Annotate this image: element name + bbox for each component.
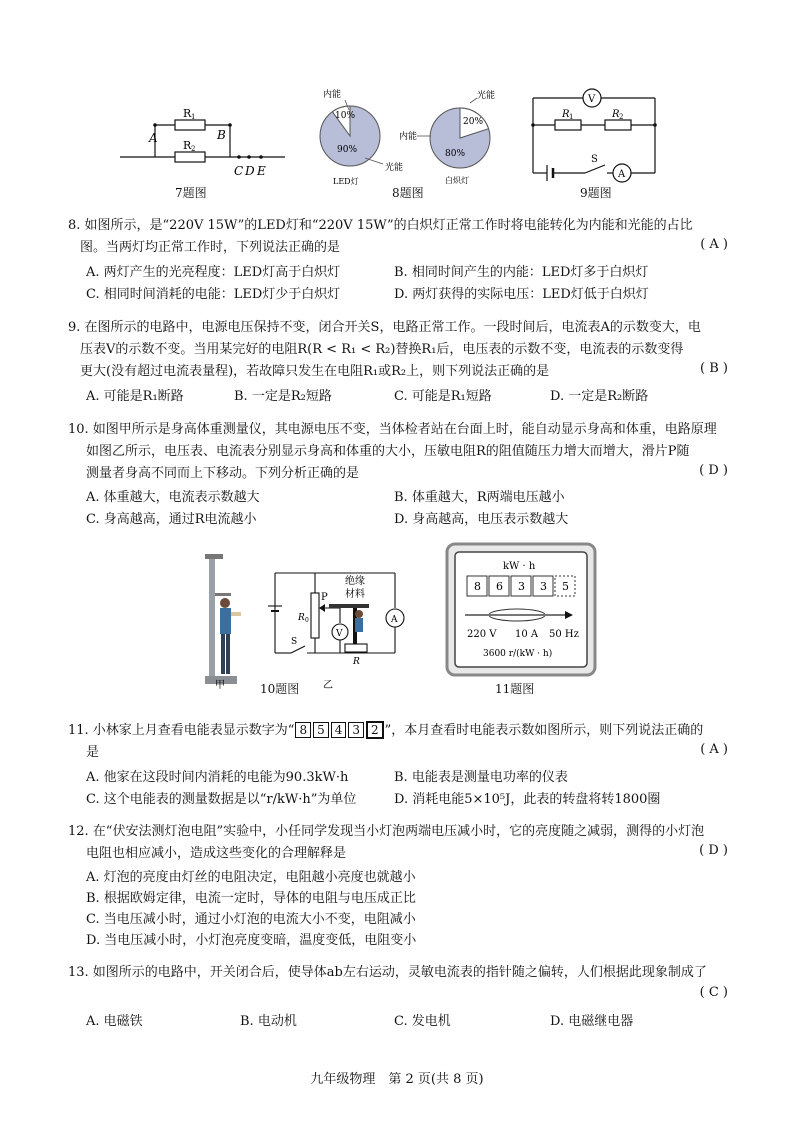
fig7-label-a: A (149, 131, 158, 145)
q12-option-b: B. 根据欧姆定律，电流一定时，导体的电阻与电压成正比 (86, 891, 416, 906)
q9-option-b: B. 一定是R₂短路 (234, 389, 332, 404)
q11-stem-line1 (68, 720, 728, 742)
fig11-spec-voltage: 220 V (467, 629, 497, 640)
q9-option-a: A. 可能是R₁断路 (86, 389, 184, 404)
figure-7 (115, 105, 290, 185)
fig10-insulation-line2: 材料 (345, 589, 365, 600)
q12-stem-line2: 电阻也相应减小，造成这些变化的合理解释是 (86, 846, 347, 861)
fig10-r0-sub: 0 (305, 617, 309, 624)
q10-stem-line3: 测量者身高不同而上下移动。下列分析正确的是 (86, 466, 360, 481)
q11-box-digit-3: 4 (331, 722, 347, 738)
q8-answer: ( A ) (700, 237, 728, 252)
q11-option-b: B. 电能表是测量电功率的仪表 (394, 770, 568, 785)
question-9 (68, 317, 728, 383)
fig11-digit: 6 (496, 580, 503, 593)
q11-option-c: C. 这个电能表的测量数据是以“r/kW·h”为单位 (86, 792, 357, 807)
fig10-jia-label: 甲 (215, 680, 225, 691)
fig8-led-inner-label: 内能 (323, 90, 342, 100)
q11-stem-line2: 是 (86, 745, 100, 760)
figure-10 (195, 548, 410, 693)
question-13 (68, 962, 728, 984)
fig8-bulb-inner-pct: 80% (445, 149, 466, 159)
figure-9-caption: 9题图 (580, 186, 612, 200)
fig9-r1-sub: 1 (569, 113, 574, 121)
fig9-r1-label: R (562, 109, 570, 120)
person-head-icon (220, 598, 230, 608)
q11-box-digit-2: 5 (313, 722, 329, 738)
q8-option-b: B. 相同时间产生的内能：LED灯多于白炽灯 (394, 265, 649, 280)
q8-option-c: C. 相同时间消耗的电能：LED灯少于白炽灯 (86, 287, 341, 302)
fig10-insulation-line1: 绝缘 (345, 576, 365, 587)
fig8-bulb-light-label: 光能 (477, 91, 496, 101)
fig8-led-light-label: 光能 (385, 163, 404, 173)
question-11 (68, 720, 728, 764)
q11-option-a: A. 他家在这段时间内消耗的电能为90.3kW·h (86, 770, 349, 785)
fig10-ammeter-label: A (391, 615, 398, 625)
fig7-label-d: D (245, 164, 255, 178)
fig7-r1-sub: 1 (191, 113, 196, 121)
figure-7-caption: 7题图 (175, 186, 207, 200)
q10-option-c: C. 身高越高，通过R电流越小 (86, 512, 257, 527)
fig9-voltmeter-label: V (588, 94, 596, 105)
fig10-r-label: R (353, 657, 360, 667)
fig7-label-c: C (234, 164, 244, 178)
fig10-voltmeter-label: V (336, 629, 343, 639)
fig11-rate: 3600 r/(kW · h) (483, 649, 553, 659)
q8-option-d: D. 两灯获得的实际电压：LED灯低于白炽灯 (394, 287, 649, 302)
q13-stem-line1: 13. 如图所示的电路中，开关闭合后，使导体ab左右运动，灵敏电流表的指针随之偏转，人们根据此现象制成了 (68, 965, 707, 980)
q10-answer: ( D ) (699, 463, 728, 478)
fig7-label-b: B (217, 128, 226, 142)
q11-box-digit-4: 3 (348, 722, 364, 738)
fig9-r2-label: R (612, 109, 620, 120)
fig9-switch-label: S (591, 154, 598, 165)
question-12 (68, 821, 728, 865)
fig10-switch-label: S (291, 637, 298, 647)
q13-option-a: A. 电磁铁 (86, 1014, 143, 1029)
page-footer: 九年级物理 第 2 页(共 8 页) (310, 1072, 484, 1087)
fig8-led-inner-pct: 10% (335, 111, 356, 121)
figure-7-circuit (115, 105, 290, 185)
fig11-digit: 5 (562, 580, 569, 593)
q11-stem-pre: 11. 小林家上月查看电能表显示数字为“ (68, 723, 295, 738)
fig8-bulb-name: 白炽灯 (445, 176, 469, 185)
q9-stem-line1: 9. 在图所示的电路中，电源电压保持不变，闭合开关S，电路正常工作。一段时间后，电流表A的示数变大，电 (68, 320, 701, 335)
q13-option-d: D. 电磁继电器 (550, 1014, 634, 1029)
q11-box-digit-5: 2 (366, 721, 384, 739)
q8-stem-line1: 8. 如图所示，是“220V 15W”的LED灯和“220V 15W”的白炽灯正常工作时将电能转化为内能和光能的占比 (68, 218, 693, 233)
q9-stem-line3: 更大(没有超过电流表量程)，若故障只发生在电阻R₁或R₂上，则下列说法正确的是 (80, 364, 550, 379)
q13-option-c: C. 发电机 (394, 1014, 451, 1029)
fig7-r1-label: R (183, 107, 192, 120)
q9-stem-line2: 压表V的示数不变。当用某完好的电阻R(R < R₁ < R₂)替换R₁后，电压表的示数不变，电流表的示数变得 (80, 342, 684, 357)
q12-option-c: C. 当电压减小时，通过小灯泡的电流大小不变，电阻减小 (86, 912, 416, 927)
q11-answer: ( A ) (700, 742, 728, 757)
fig10-yi-label: 乙 (323, 680, 333, 691)
figure-9-circuit (525, 88, 665, 188)
figure-11 (445, 542, 597, 677)
fig8-bulb-light-pct: 20% (463, 117, 484, 127)
figure-8 (305, 88, 505, 188)
fig10-r0-label: R (298, 613, 305, 623)
q11-option-d: D. 消耗电能5×10⁵J，此表的转盘将转1800圈 (394, 792, 661, 807)
q9-option-d: D. 一定是R₂断路 (550, 389, 649, 404)
figure-11-meter (445, 542, 597, 677)
figure-10-drawing (195, 548, 410, 693)
q13-option-b: B. 电动机 (240, 1014, 297, 1029)
fig11-spec-frequency: 50 Hz (549, 629, 579, 640)
question-8 (68, 215, 728, 259)
q9-option-c: C. 可能是R₁短路 (394, 389, 492, 404)
q11-stem-post: ”，本月查看时电能表示数如图所示，则下列说法正确的 (384, 723, 704, 738)
q8-option-a: A. 两灯产生的光亮程度：LED灯高于白炽灯 (86, 265, 341, 280)
fig8-led-light-pct: 90% (337, 145, 358, 155)
fig11-digit: 3 (540, 580, 547, 593)
fig11-digit: 3 (518, 580, 525, 593)
q10-stem-line1: 10. 如图甲所示是身高体重测量仪，其电源电压不变，当体检者站在台面上时，能自动显示身高和体重，电路原理 (68, 422, 717, 437)
figure-9 (525, 88, 665, 188)
fig11-unit: kW · h (503, 561, 536, 572)
q8-stem-line2: 图。当两灯均正常工作时，下列说法正确的是 (80, 240, 341, 255)
fig8-bulb-inner-label: 内能 (399, 132, 418, 142)
q10-stem-line2: 如图乙所示，电压表、电流表分别显示身高和体重的大小，压敏电阻R的阻值随压力增大而增大，滑片P随 (86, 444, 690, 459)
fig9-ammeter-label: A (618, 169, 626, 180)
q10-option-d: D. 身高越高，电压表示数越大 (394, 512, 569, 527)
q11-digit-box (294, 723, 384, 738)
figure-8-pies (305, 88, 505, 188)
q12-answer: ( D ) (699, 843, 728, 858)
q12-stem-line1: 12. 在“伏安法测灯泡电阻”实验中，小任同学发现当小灯泡两端电压减小时，它的亮度随之减弱，测得的小灯泡 (68, 824, 705, 839)
fig7-label-e: E (257, 164, 266, 178)
figure-11-caption: 11题图 (495, 682, 535, 696)
q10-option-b: B. 体重越大，R两端电压越小 (394, 490, 565, 505)
fig9-r2-sub: 2 (619, 113, 624, 121)
q9-answer: ( B ) (700, 361, 728, 376)
fig11-digit: 8 (474, 580, 481, 593)
q10-option-a: A. 体重越大，电流表示数越大 (86, 490, 260, 505)
fig7-r2-label: R (183, 139, 192, 152)
fig7-r2-sub: 2 (191, 145, 196, 153)
q13-answer: ( C ) (699, 985, 728, 1000)
figure-8-caption: 8题图 (392, 186, 424, 200)
question-10 (68, 419, 728, 485)
fig8-led-name: LED灯 (333, 177, 359, 186)
q11-box-digit-1: 8 (295, 722, 311, 738)
fig11-spec-current: 10 A (515, 629, 539, 640)
fig11-digit-row (467, 576, 575, 596)
q12-option-a: A. 灯泡的亮度由灯丝的电阻决定，电阻越小亮度也就越小 (86, 870, 416, 885)
fig10-p-label: P (321, 592, 328, 603)
figure-10-caption: 10题图 (260, 682, 300, 696)
q12-option-d: D. 当电压减小时，小灯泡亮度变暗，温度变低，电阻变小 (86, 933, 417, 948)
